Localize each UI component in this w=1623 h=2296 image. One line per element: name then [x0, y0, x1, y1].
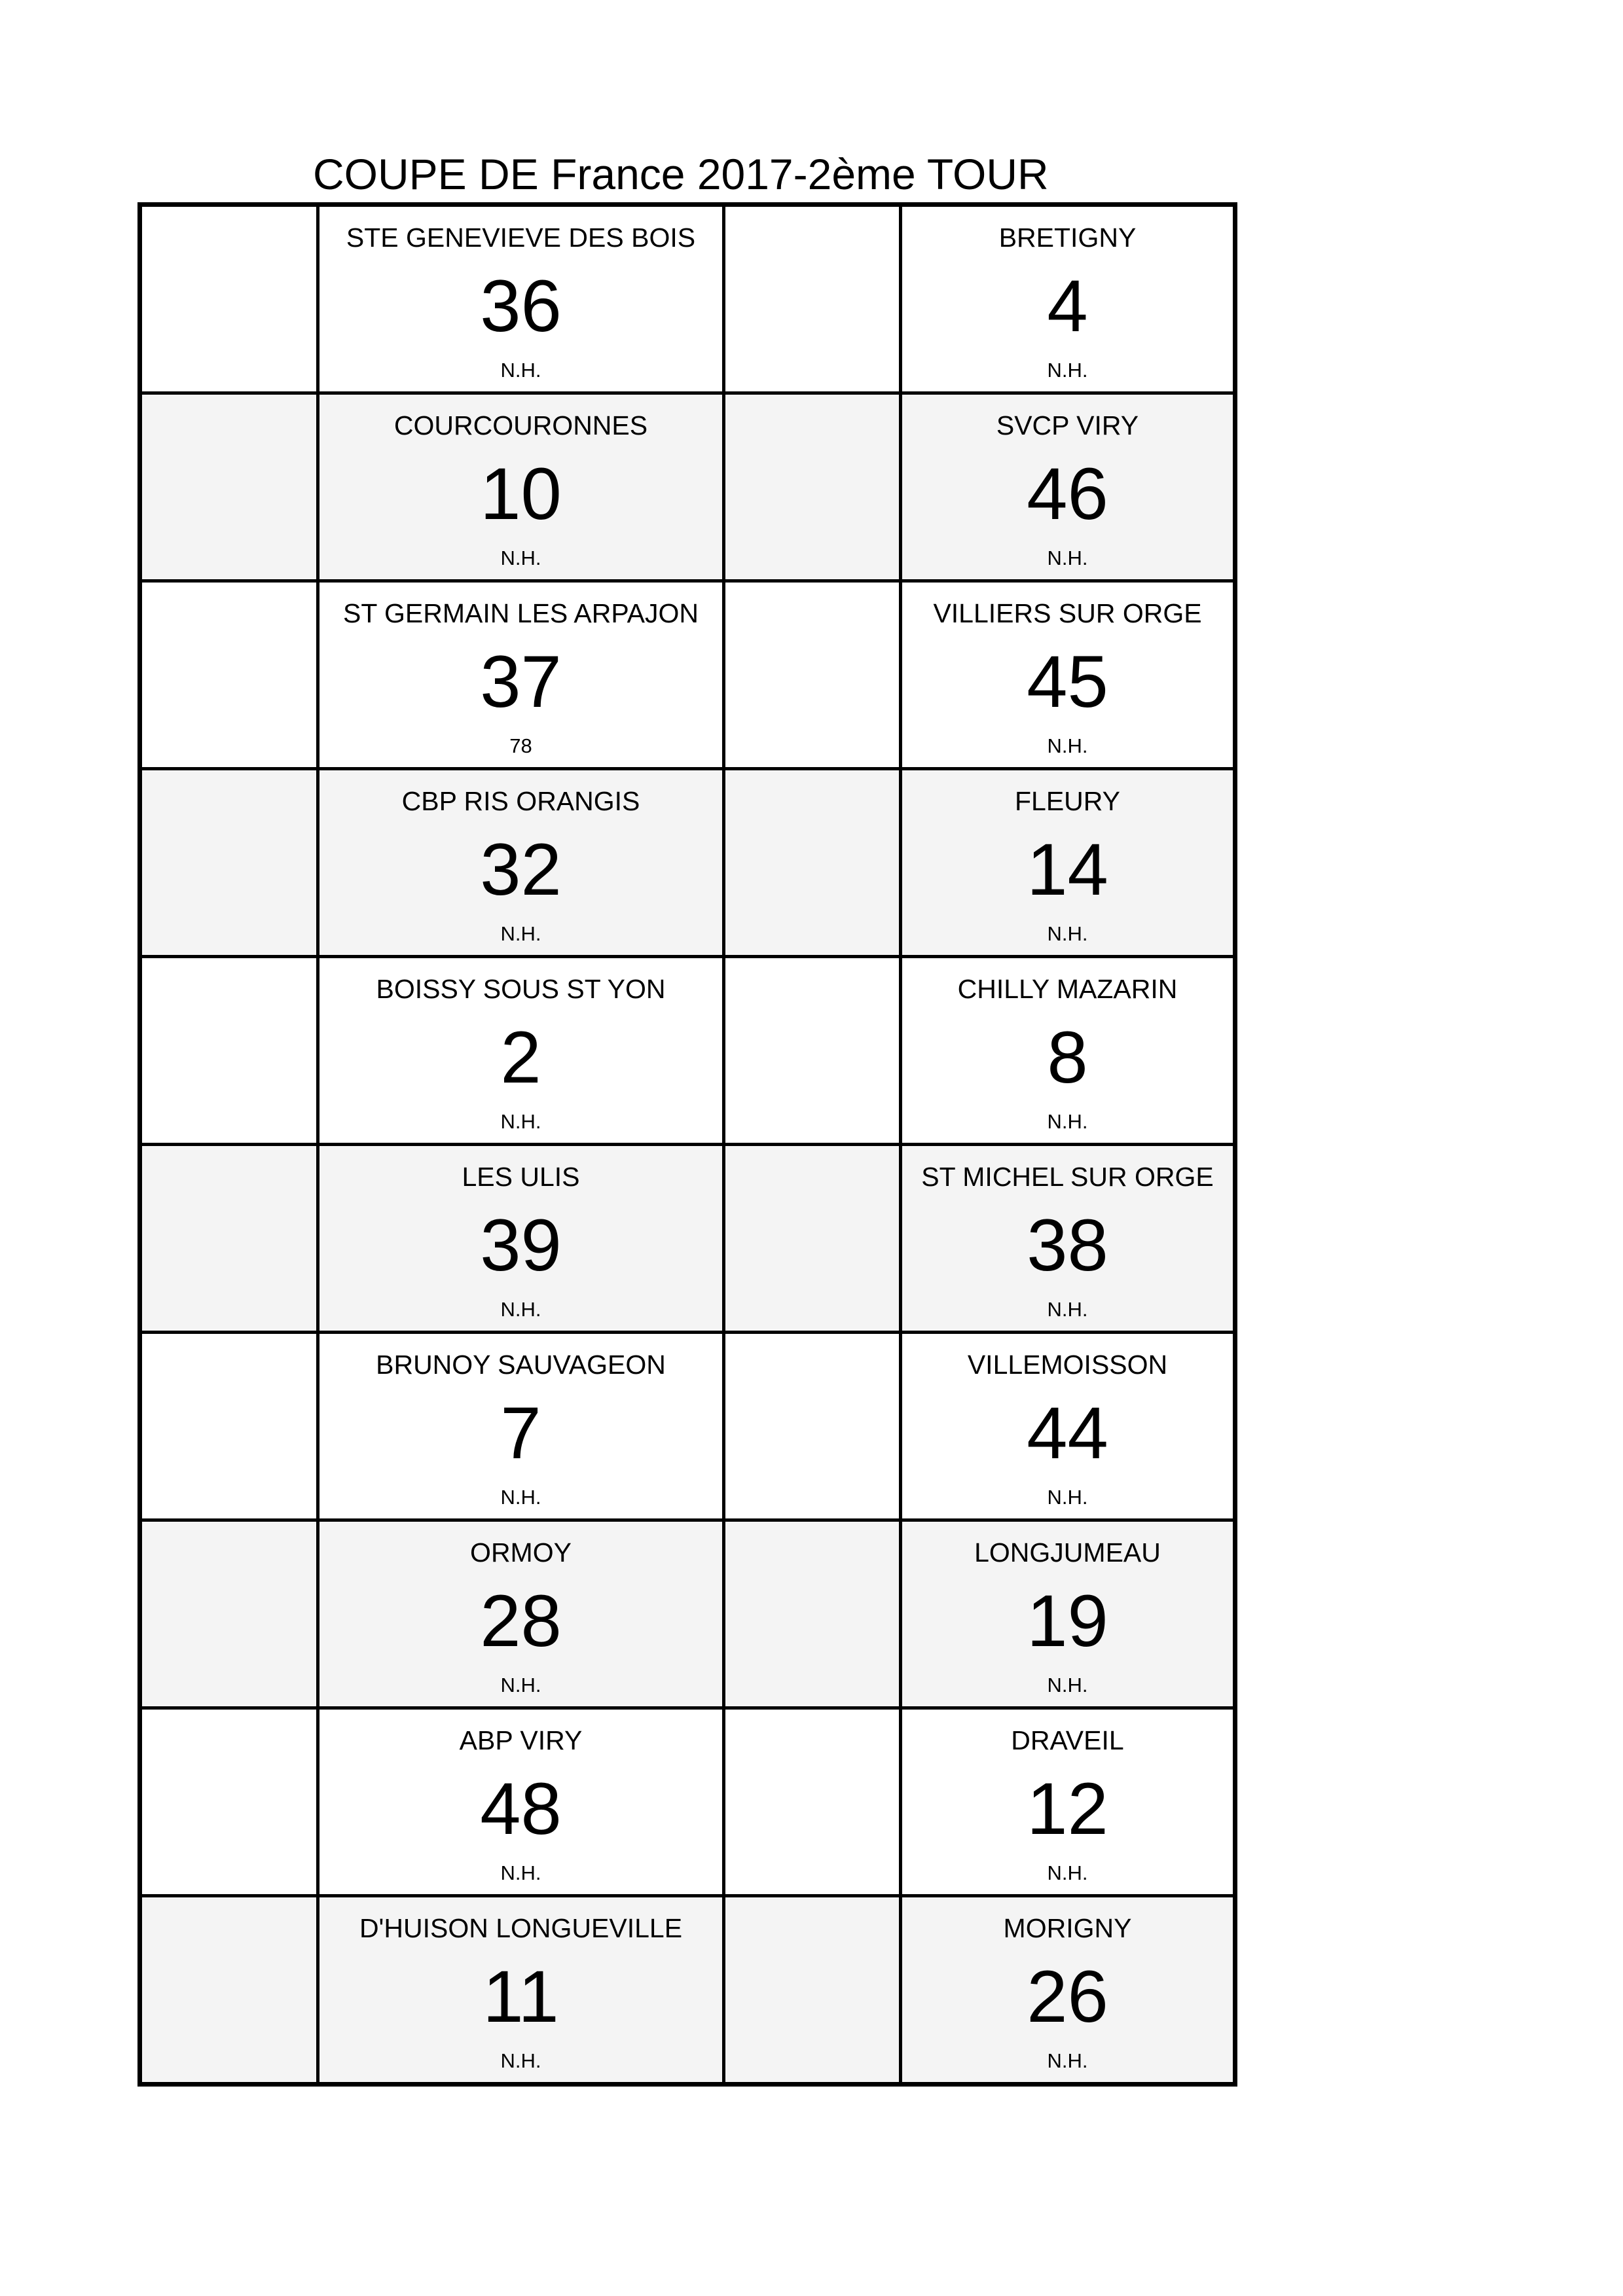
blank-cell [140, 1896, 318, 2085]
home-team-name: ABP VIRY [459, 1725, 583, 1755]
home-team-name: ORMOY [470, 1537, 572, 1568]
away-team-name: SVCP VIRY [996, 410, 1139, 440]
away-team-name: BRETIGNY [998, 223, 1137, 253]
away-team-name: LONGJUMEAU [974, 1537, 1161, 1568]
separator-cell [724, 1708, 901, 1896]
away-team-note: N.H. [1047, 1861, 1088, 1884]
home-team-number: 37 [480, 641, 562, 723]
separator-cell [724, 1520, 901, 1708]
blank-cell [140, 769, 318, 957]
draw-table-body [140, 205, 1235, 2085]
separator-cell [724, 957, 901, 1145]
away-team-note: N.H. [1047, 922, 1088, 945]
home-team-note: N.H. [500, 547, 541, 569]
away-team-name: VILLEMOISSON [967, 1350, 1168, 1380]
away-team-number: 12 [1027, 1768, 1108, 1850]
home-team-note: N.H. [500, 1110, 541, 1133]
away-team-note: N.H. [1047, 734, 1088, 757]
away-team-number: 38 [1027, 1204, 1108, 1286]
draw-table [137, 202, 1237, 2087]
blank-cell [140, 1145, 318, 1333]
home-team-note: N.H. [500, 1298, 541, 1321]
away-team-cell [901, 1145, 1235, 1333]
table-row [140, 1896, 1235, 2085]
separator-cell [724, 1896, 901, 2085]
home-team-number: 28 [480, 1580, 562, 1662]
away-team-number: 46 [1027, 453, 1108, 535]
away-team-cell [901, 1708, 1235, 1896]
separator-cell [724, 1145, 901, 1333]
away-team-number: 4 [1047, 265, 1088, 347]
away-team-note: N.H. [1047, 2049, 1088, 2072]
home-team-number: 36 [480, 265, 562, 347]
away-team-number: 14 [1027, 829, 1108, 910]
away-team-note: N.H. [1047, 1674, 1088, 1696]
home-team-cell [318, 205, 724, 393]
table-row [140, 581, 1235, 769]
table-row [140, 957, 1235, 1145]
home-team-name: BOISSY SOUS ST YON [376, 974, 666, 1004]
table-row [140, 1708, 1235, 1896]
away-team-note: N.H. [1047, 547, 1088, 569]
table-row [140, 1145, 1235, 1333]
separator-cell [724, 769, 901, 957]
away-team-name: MORIGNY [1003, 1913, 1132, 1943]
away-team-note: N.H. [1047, 1110, 1088, 1133]
away-team-cell [901, 1520, 1235, 1708]
home-team-name: CBP RIS ORANGIS [401, 786, 640, 816]
away-team-name: VILLIERS SUR ORGE [933, 598, 1202, 628]
table-row [140, 393, 1235, 581]
away-team-note: N.H. [1047, 1298, 1088, 1321]
home-team-cell [318, 1520, 724, 1708]
away-team-number: 44 [1027, 1392, 1108, 1474]
page-title: COUPE DE France 2017-2ème TOUR [313, 150, 1049, 198]
blank-cell [140, 393, 318, 581]
home-team-number: 11 [483, 1956, 559, 2037]
home-team-note: N.H. [500, 359, 541, 382]
separator-cell [724, 1333, 901, 1520]
separator-cell [724, 205, 901, 393]
home-team-note: N.H. [500, 2049, 541, 2072]
blank-cell [140, 1520, 318, 1708]
away-team-number: 8 [1047, 1016, 1088, 1098]
home-team-number: 2 [500, 1016, 541, 1098]
blank-cell [140, 205, 318, 393]
home-team-number: 32 [480, 829, 562, 910]
away-team-cell [901, 957, 1235, 1145]
home-team-note: N.H. [500, 1486, 541, 1509]
away-team-number: 45 [1027, 641, 1108, 723]
home-team-cell [318, 1708, 724, 1896]
separator-cell [724, 581, 901, 769]
home-team-name: LES ULIS [462, 1162, 580, 1192]
home-team-note: 78 [509, 734, 532, 757]
home-team-number: 39 [480, 1204, 562, 1286]
table-row [140, 1520, 1235, 1708]
home-team-cell [318, 581, 724, 769]
home-team-cell [318, 1333, 724, 1520]
away-team-number: 26 [1027, 1956, 1108, 2037]
away-team-cell [901, 205, 1235, 393]
home-team-number: 7 [500, 1392, 541, 1474]
away-team-cell [901, 581, 1235, 769]
away-team-name: CHILLY MAZARIN [957, 974, 1178, 1004]
away-team-name: FLEURY [1014, 786, 1121, 816]
home-team-note: N.H. [500, 1861, 541, 1884]
away-team-number: 19 [1027, 1580, 1108, 1662]
table-row [140, 205, 1235, 393]
away-team-cell [901, 393, 1235, 581]
home-team-name: COURCOURONNES [393, 410, 648, 440]
home-team-note: N.H. [500, 922, 541, 945]
blank-cell [140, 957, 318, 1145]
away-team-note: N.H. [1047, 1486, 1088, 1509]
home-team-cell [318, 769, 724, 957]
home-team-cell [318, 957, 724, 1145]
home-team-cell [318, 1896, 724, 2085]
home-team-cell [318, 393, 724, 581]
away-team-cell [901, 769, 1235, 957]
home-team-number: 10 [480, 453, 562, 535]
table-row [140, 1333, 1235, 1520]
away-team-cell [901, 1333, 1235, 1520]
home-team-note: N.H. [500, 1674, 541, 1696]
blank-cell [140, 1708, 318, 1896]
table-row [140, 769, 1235, 957]
home-team-name: D'HUISON LONGUEVILLE [359, 1913, 683, 1943]
blank-cell [140, 1333, 318, 1520]
away-team-name: DRAVEIL [1011, 1725, 1124, 1755]
away-team-cell [901, 1896, 1235, 2085]
blank-cell [140, 581, 318, 769]
separator-cell [724, 393, 901, 581]
home-team-name: BRUNOY SAUVAGEON [376, 1350, 666, 1380]
away-team-name: ST MICHEL SUR ORGE [921, 1162, 1214, 1192]
home-team-cell [318, 1145, 724, 1333]
home-team-name: STE GENEVIEVE DES BOIS [346, 223, 696, 253]
home-team-name: ST GERMAIN LES ARPAJON [342, 598, 699, 628]
away-team-note: N.H. [1047, 359, 1088, 382]
home-team-number: 48 [480, 1768, 562, 1850]
